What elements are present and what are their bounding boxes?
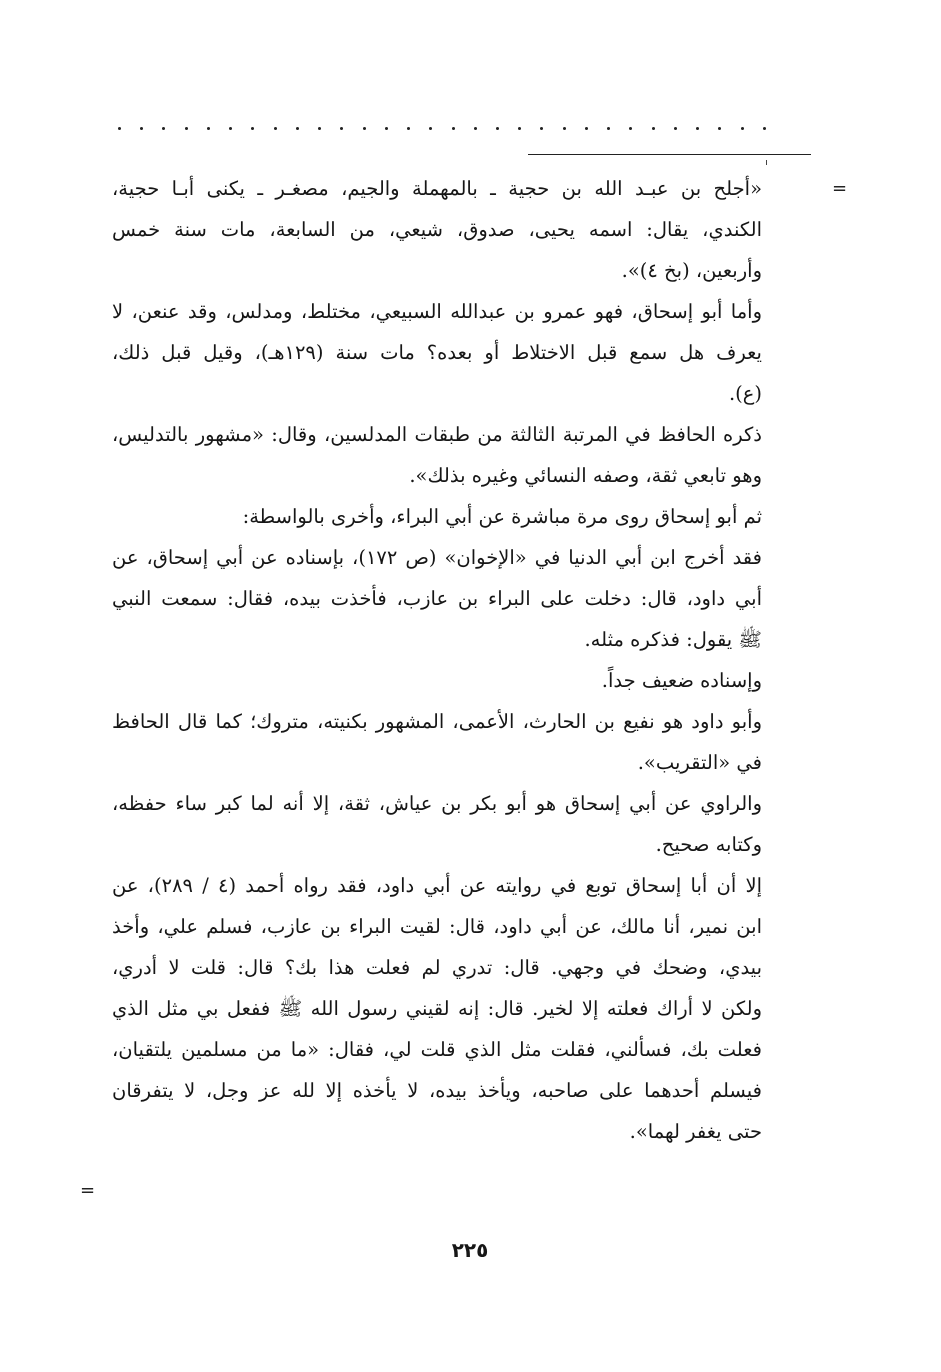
separator-dot (741, 127, 744, 130)
separator-dot (696, 127, 699, 130)
text-line: ثم أبو إسحاق روى مرة مباشرة عن أبي البراء، وأخرى بالواسطة: (242, 505, 762, 528)
separator-dot (540, 127, 543, 130)
separator-dot (363, 127, 366, 130)
separator-dot (452, 127, 455, 130)
separator-dot (118, 127, 121, 130)
separator-dot (229, 127, 232, 130)
text-line: ذكره الحافظ في المرتبة الثالثة من طبقات المدلسين، وقال: «مشهور بالتدليس، (112, 423, 762, 446)
separator-dot (652, 127, 655, 130)
text-line: أبي داود، قال: دخلت على البراء بن عازب، فأخذت بيده، فقال: سمعت النبي (112, 587, 762, 610)
text-line: الكندي، يقال: اسمه يحيى، صدوق، شيعي، من السابعة، مات سنة خمس (112, 218, 762, 241)
separator-dot (763, 127, 766, 130)
text-line: حتى يغفر لهما». (629, 1120, 762, 1143)
text-line: إلا أن أبا إسحاق توبع في روايته عن أبي داود، فقد رواه أحمد (٤ / ٢٨٩)، عن (112, 874, 762, 897)
separator-dot (518, 127, 521, 130)
separator-dot (496, 127, 499, 130)
text-line: بيدي، وضحك في وجهي. قال: تدري لم فعلت هذا بك؟ قال: قلت لا أدري، (112, 956, 762, 979)
separator-dot (274, 127, 277, 130)
separator-dot (140, 127, 143, 130)
text-line: والراوي عن أبي إسحاق هو أبو بكر بن عياش، ثقة، إلا أنه لما كبر ساء حفظه، (112, 792, 762, 815)
dotted-separator (118, 118, 766, 138)
separator-dot (162, 127, 165, 130)
margin-mark-top: = (832, 178, 848, 199)
text-line: وأربعين، (بخ ٤)». (621, 259, 762, 282)
text-line: فيسلم أحدهما على صاحبه، ويأخذ بيده، لا يأخذه إلا لله عز وجل، لا يتفرقان (112, 1079, 762, 1102)
text-line: «أجلح بن عبـد الله بن حجية ـ بالمهملة والجيم، مصغـر ـ يكنى أبـا حجية، (112, 177, 762, 200)
text-line: وأما أبو إسحاق، فهو عمرو بن عبدالله السبيعي، مختلط، ومدلس، وقد عنعن، لا (112, 300, 762, 323)
separator-dot (207, 127, 210, 130)
separator-dot (585, 127, 588, 130)
separator-dot (429, 127, 432, 130)
text-line: فقد أخرج ابن أبي الدنيا في «الإخوان» (ص ١٧٢)، بإسناده عن أبي إسحاق، عن (112, 546, 762, 569)
separator-dot (629, 127, 632, 130)
text-line: يعرف هل سمع قبل الاختلاط أو بعده؟ مات سنة (١٢٩هـ)، وقيل قبل ذلك، (112, 341, 762, 364)
separator-dot (674, 127, 677, 130)
text-line: وإسناده ضعيف جداً. (601, 669, 762, 692)
text-line: في «التقريب». (637, 751, 762, 774)
separator-dot (340, 127, 343, 130)
footnote-rule (528, 154, 811, 155)
text-line: ابن نمير، أنا مالك، عن أبي داود، قال: لقيت البراء بن عازب، فسلم علي، وأخذ (112, 915, 762, 938)
text-line: ولكن لا أراك فعلته إلا لخير. قال: إنه لقيني رسول الله ﷺ ففعل بي مثل الذي (112, 997, 762, 1020)
separator-dot (318, 127, 321, 130)
text-line: وأبو داود هو نفيع بن الحارث، الأعمى، المشهور بكنيته، متروك؛ كما قال الحافظ (112, 710, 762, 733)
text-line: ﷺ يقول: فذكره مثله. (584, 628, 762, 651)
separator-dot (563, 127, 566, 130)
separator-dot (474, 127, 477, 130)
text-line: وهو تابعي ثقة، وصفه النسائي وغيره بذلك». (409, 464, 762, 487)
page-number: ٢٢٥ (451, 1238, 489, 1262)
separator-dot (251, 127, 254, 130)
body-text (112, 168, 762, 1152)
separator-dot (407, 127, 410, 130)
separator-dot (718, 127, 721, 130)
separator-dot (607, 127, 610, 130)
text-line: وكتابه صحيح. (655, 833, 762, 856)
separator-dot (296, 127, 299, 130)
rule-tick (766, 160, 767, 165)
separator-dot (385, 127, 388, 130)
margin-mark-bottom: = (80, 1180, 96, 1201)
text-line: فعلت بك، فسألني، فقلت مثل الذي قلت لي، فقال: «ما من مسلمين يلتقيان، (112, 1038, 762, 1061)
separator-dot (185, 127, 188, 130)
text-line: (ع). (728, 382, 762, 405)
